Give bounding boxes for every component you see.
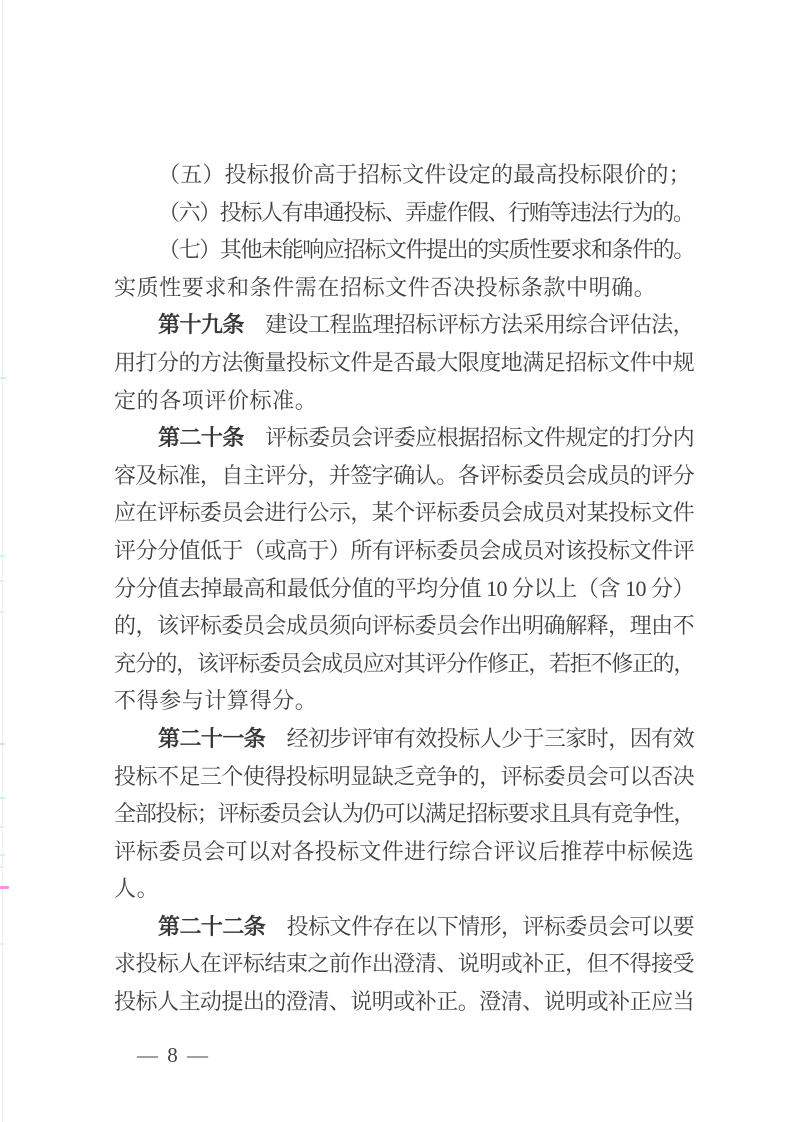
- text-line-article-19: [114, 306, 694, 344]
- line-text: 应在评标委员会进行公示，某个评标委员会成员对某投标文件: [114, 500, 694, 526]
- text-line: [114, 983, 694, 1021]
- text-line: [114, 457, 694, 495]
- text-line: [114, 682, 694, 720]
- scan-edge-line: [2, 0, 3, 1122]
- article-number-19: 第十九条: [158, 312, 244, 338]
- line-text: 实质性要求和条件需在招标文件否决投标条款中明确。: [114, 274, 657, 300]
- line-text: 全部投标；评标委员会认为仍可以满足招标要求且具有竞争性，: [114, 801, 694, 827]
- line-text: 经初步评审有效投标人少于三家时，因有效: [265, 725, 694, 751]
- text-line-item-7: [114, 231, 694, 269]
- line-text: 容及标准，自主评分，并签字确认。各评标委员会成员的评分: [114, 462, 694, 488]
- text-line: [114, 494, 694, 532]
- line-text: （五）投标报价高于招标文件设定的最高投标限价的；: [158, 162, 691, 187]
- line-text: （七）其他未能响应招标文件提出的实质性要求和条件的。: [158, 237, 694, 263]
- article-number-22: 第二十二条: [158, 913, 266, 939]
- text-line-item-5: [114, 156, 694, 194]
- scan-artifact-tick: [0, 943, 5, 945]
- line-text: （六）投标人有串通投标、弄虚作假、行贿等违法行为的。: [158, 199, 694, 225]
- line-text: 用打分的方法衡量投标文件是否最大限度地满足招标文件中规: [114, 349, 694, 375]
- text-line: [114, 382, 694, 420]
- text-line: [114, 570, 694, 608]
- line-text: 评标委员会可以对各投标文件进行综合评议后推荐中标候选: [114, 838, 694, 864]
- line-text: 不得参与计算得分。: [114, 688, 318, 714]
- text-line: [114, 645, 694, 683]
- text-line: [114, 344, 694, 382]
- page-number: — 8 —: [137, 1043, 210, 1067]
- scan-artifact-tick: [0, 555, 5, 557]
- scan-artifact-tick: [0, 826, 4, 828]
- line-text: 定的各项评价标准。: [114, 387, 318, 413]
- scan-artifact-tick: [0, 886, 9, 889]
- text-line: [114, 758, 694, 796]
- scan-artifact-tick: [0, 866, 4, 868]
- line-text: 充分的，该评标委员会成员应对其评分作修正，若拒不修正的，: [114, 650, 694, 676]
- line-text: 人。: [114, 876, 160, 902]
- scan-artifact-tick: [0, 611, 4, 613]
- scan-artifact-tick: [0, 854, 5, 856]
- line-text: 建设工程监理招标评标方法采用综合评估法，: [243, 312, 694, 338]
- line-text: 的，该评标委员会成员须向评标委员会作出明确解释，理由不: [114, 613, 694, 639]
- text-line: [114, 532, 694, 570]
- text-line: [114, 945, 694, 983]
- line-text: 投标文件存在以下情形，评标委员会可以要: [265, 913, 694, 939]
- line-text: 分分值去掉最高和最低分值的平均分值 10 分以上（含 10 分）: [114, 575, 694, 601]
- text-line: [114, 607, 694, 645]
- text-line-article-20: [114, 419, 694, 457]
- scan-artifact-tick: [0, 580, 4, 582]
- scan-artifact-tick: [0, 743, 5, 745]
- line-text: 求投标人在评标结束之前作出澄清、说明或补正，但不得接受: [114, 951, 694, 977]
- text-line-article-21: [114, 720, 694, 758]
- text-line: [114, 269, 694, 307]
- article-number-21: 第二十一条: [158, 725, 266, 751]
- line-text: 评分分值低于（或高于）所有评标委员会成员对该投标文件评: [114, 537, 694, 563]
- line-text: 投标人主动提出的澄清、说明或补正。澄清、说明或补正应当: [114, 989, 694, 1015]
- text-line-article-22: [114, 908, 694, 946]
- text-line-item-6: [114, 194, 694, 232]
- text-line: [114, 795, 694, 833]
- line-text: 评标委员会评委应根据招标文件规定的打分内: [243, 425, 694, 451]
- text-line: [114, 870, 694, 908]
- article-number-20: 第二十条: [158, 425, 244, 451]
- line-text: 投标不足三个使得投标明显缺乏竞争的，评标委员会可以否决: [114, 763, 694, 789]
- document-text: [114, 156, 694, 1021]
- scan-artifact-tick: [0, 797, 5, 799]
- scan-artifact-tick: [0, 377, 6, 379]
- text-line: [114, 833, 694, 871]
